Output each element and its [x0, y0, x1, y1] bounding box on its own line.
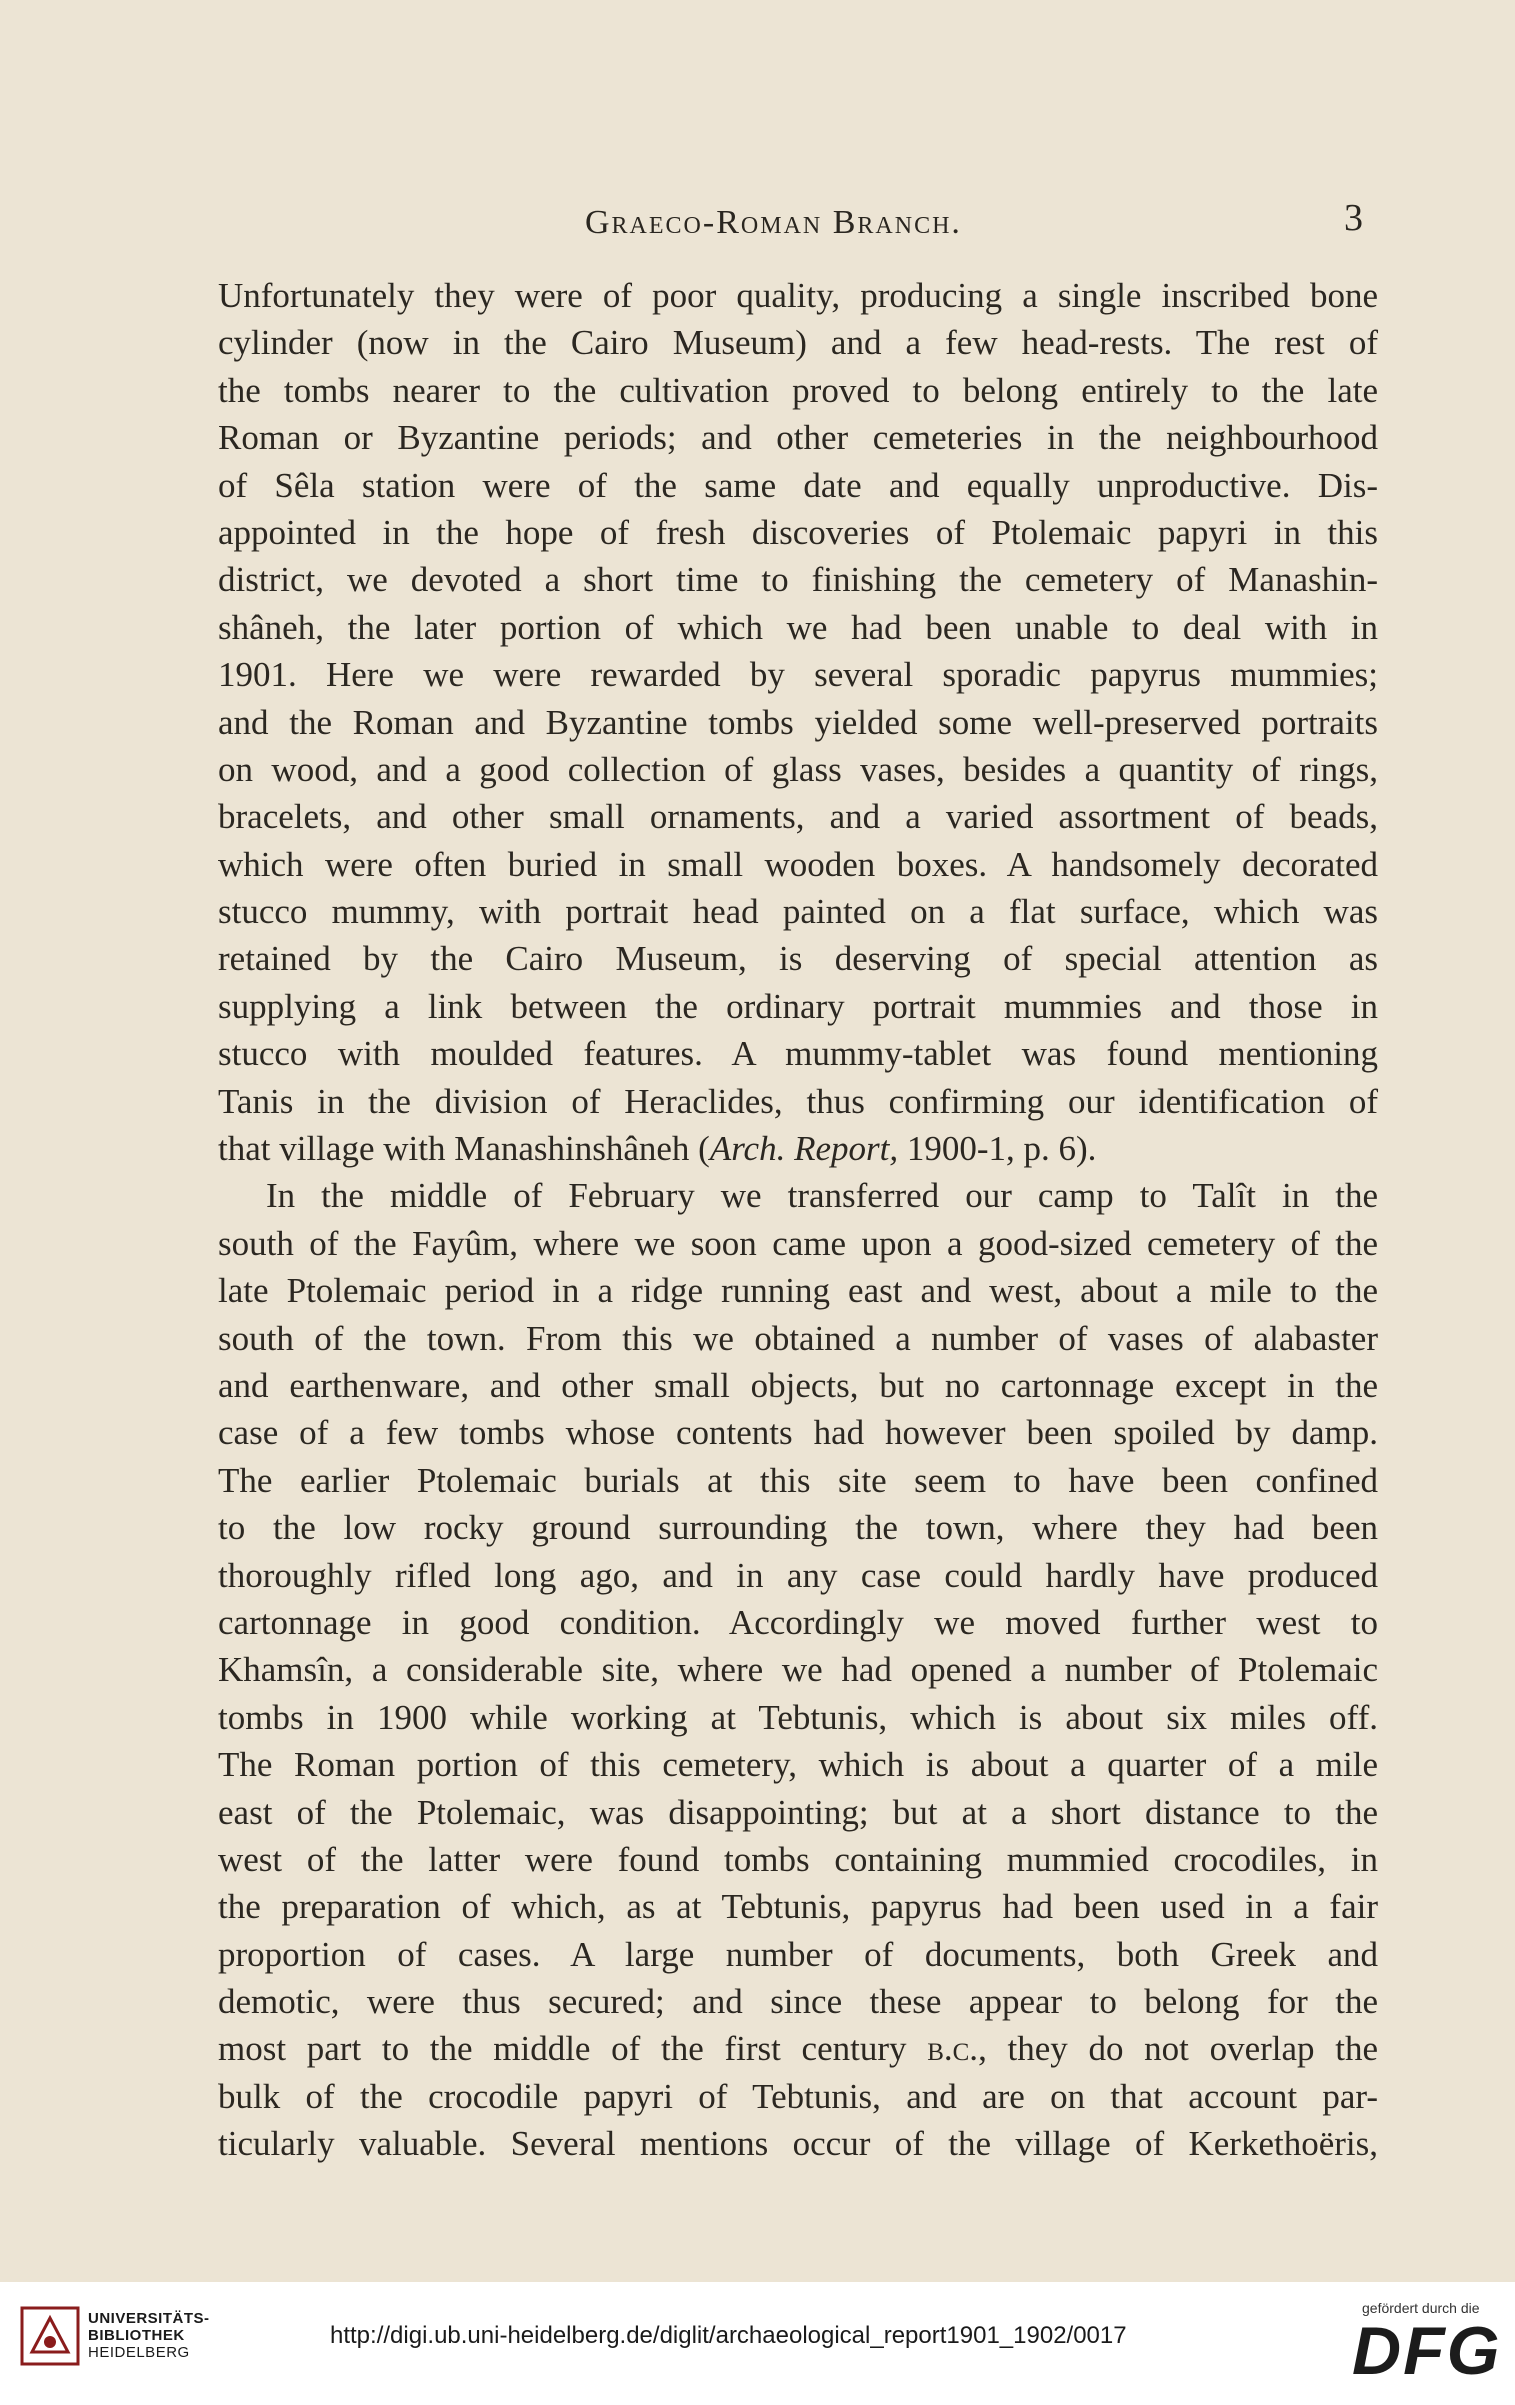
text-line: ticularly valuable. Several mentions occur of the village of Kerkethoëris,	[218, 2124, 1378, 2164]
text-line: and the Roman and Byzantine tombs yielded some well-preserved portraits	[218, 702, 1378, 742]
text-run: , they do not overlap the	[978, 2029, 1378, 2069]
university-name-line: HEIDELBERG	[88, 2344, 190, 2361]
text-line: stucco with moulded features. A mummy-tablet was found mentioning	[218, 1034, 1378, 1074]
text-line: Roman or Byzantine periods; and other cemeteries in the neighbourhood	[218, 418, 1378, 458]
body-text	[218, 272, 1378, 2168]
funded-by-label: gefördert durch die	[1362, 2300, 1480, 2316]
text-line: district, we devoted a short time to finishing the cemetery of Manashin-	[218, 560, 1378, 600]
text-run: 1900-1, p. 6).	[898, 1129, 1097, 1169]
italic-citation: Arch. Report,	[709, 1129, 899, 1169]
dfg-logo: DFG	[1352, 2313, 1502, 2389]
text-line: west of the latter were found tombs containing mummied crocodiles, in	[218, 1839, 1378, 1879]
text-line: the tombs nearer to the cultivation proved to belong entirely to the late	[218, 370, 1378, 410]
page-number: 3	[1344, 197, 1363, 239]
text-line: proportion of cases. A large number of documents, both Greek and	[218, 1934, 1378, 1974]
text-line: bracelets, and other small ornaments, and a varied assortment of beads,	[218, 797, 1378, 837]
text-line: supplying a link between the ordinary portrait mummies and those in	[218, 986, 1378, 1026]
text-line: Unfortunately they were of poor quality, producing a single inscribed bone	[218, 276, 1378, 315]
text-line: bulk of the crocodile papyri of Tebtunis, and are on that account par-	[218, 2076, 1378, 2116]
text-line: east of the Ptolemaic, was disappointing; but at a short distance to the	[218, 1792, 1378, 1832]
text-line: cartonnage in good condition. Accordingly we moved further west to	[218, 1602, 1378, 1642]
text-line: and earthenware, and other small objects, but no cartonnage except in the	[218, 1365, 1378, 1405]
text-line: In the middle of February we transferred our camp to Talît in the	[266, 1176, 1378, 1216]
university-name-line: BIBLIOTHEK	[88, 2327, 185, 2344]
text-line: tombs in 1900 while working at Tebtunis, which is about six miles off.	[218, 1697, 1378, 1737]
footer-bar	[0, 2282, 1515, 2405]
text-line: the preparation of which, as at Tebtunis, papyrus had been used in a fair	[218, 1887, 1378, 1927]
university-name	[88, 2310, 210, 2361]
text-line: of Sêla station were of the same date and equally unproductive. Dis-	[218, 465, 1378, 505]
text-line: The earlier Ptolemaic burials at this site seem to have been confined	[218, 1460, 1378, 1500]
text-line: which were often buried in small wooden boxes. A handsomely decorated	[218, 844, 1378, 884]
text-line: cylinder (now in the Cairo Museum) and a few head-rests. The rest of	[218, 323, 1378, 363]
text-line: south of the town. From this we obtained a number of vases of alabaster	[218, 1318, 1378, 1358]
source-url-link[interactable]: http://digi.ub.uni-heidelberg.de/diglit/archaeological_report1901_1902/0017	[330, 2322, 1127, 2349]
text-line: 1901. Here we were rewarded by several sporadic papyrus mummies;	[218, 655, 1378, 695]
text-line: retained by the Cairo Museum, is deserving of special attention as	[218, 939, 1378, 979]
text-line	[218, 1125, 1378, 1172]
text-line: to the low rocky ground surrounding the town, where they had been	[218, 1508, 1378, 1548]
text-run: most part to the middle of the first century	[218, 2029, 928, 2069]
text-run: that village with Manashinshâneh (	[218, 1129, 710, 1169]
running-title: Graeco-Roman Branch.	[585, 204, 962, 241]
text-line: case of a few tombs whose contents had however been spoiled by damp.	[218, 1413, 1378, 1453]
page-header	[0, 196, 1515, 256]
text-line: stucco mummy, with portrait head painted on a flat surface, which was	[218, 892, 1378, 932]
text-line: Tanis in the division of Heraclides, thus confirming our identification of	[218, 1081, 1378, 1121]
text-line: appointed in the hope of fresh discoveries of Ptolemaic papyri in this	[218, 512, 1378, 552]
text-line: demotic, were thus secured; and since these appear to belong for the	[218, 1982, 1378, 2022]
text-line: Khamsîn, a considerable site, where we had opened a number of Ptolemaic	[218, 1650, 1378, 1690]
text-line: late Ptolemaic period in a ridge running east and west, about a mile to the	[218, 1271, 1378, 1311]
university-name-line: UNIVERSITÄTS-	[88, 2310, 210, 2327]
text-line: south of the Fayûm, where we soon came upon a good-sized cemetery of the	[218, 1223, 1378, 1263]
text-line: on wood, and a good collection of glass vases, besides a quantity of rings,	[218, 749, 1378, 789]
university-seal-icon	[18, 2304, 82, 2368]
text-line: shâneh, the later portion of which we had been unable to deal with in	[218, 607, 1378, 647]
text-line: The Roman portion of this cemetery, which is about a quarter of a mile	[218, 1745, 1378, 1785]
text-line: thoroughly rifled long ago, and in any case could hardly have produced	[218, 1555, 1378, 1595]
small-caps-abbrev: b.c.	[927, 2029, 979, 2069]
text-line	[218, 2025, 1378, 2072]
